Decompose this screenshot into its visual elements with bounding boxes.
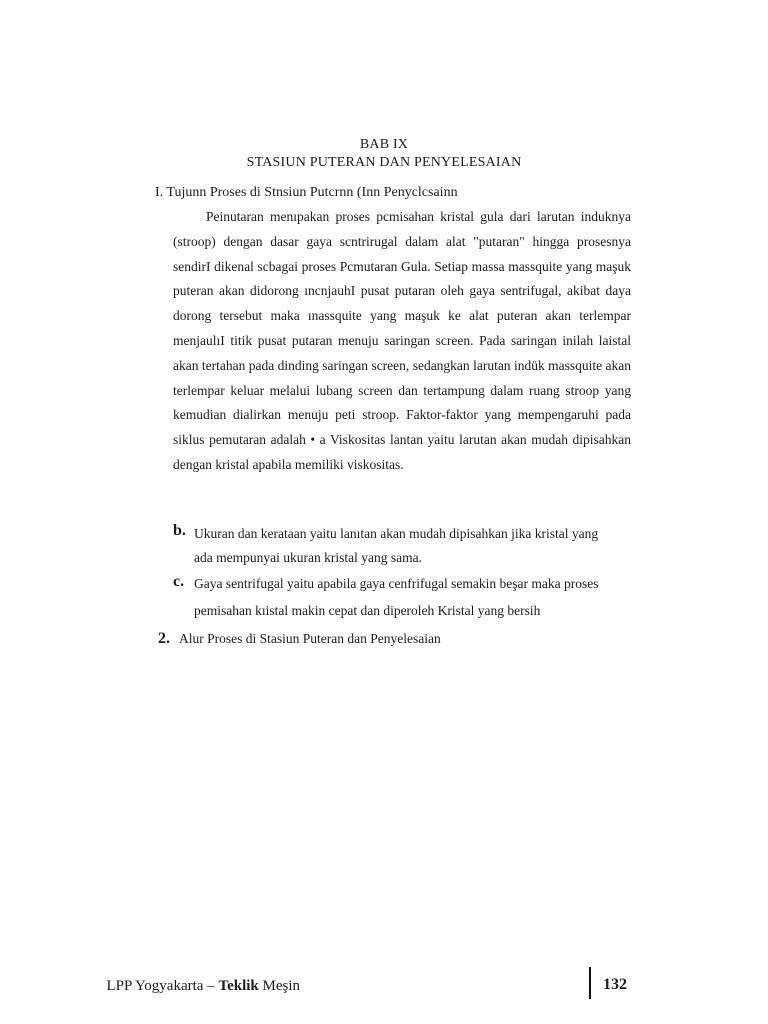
footer-suffix: Meşin [258,978,300,994]
list-item-c-line-1: Gaya sentrifugal yaitu apabila gaya cenfrifugal semakin beşar maka proses [194,576,599,591]
list-item-c-line-2: pemisahan kıistal makin cepat dan diperoleh Kristal yang bersih [194,603,541,618]
section-2-title: Alur Proses di Stasiun Puteran dan Penyelesaian [179,631,441,646]
page-number: 132 [603,976,627,993]
list-item-b-line-2: ada mempunyai ukuran kristal yang sama. [194,550,422,565]
list-item-b-line-1: Ukuran dan kerataan yaitu lanıtan akan mudah dipisahkan jika kristal yang [194,526,599,541]
list-marker-c: c. [173,573,185,590]
footer-publisher [40,978,300,995]
chapter-title: STASIUN PUTERAN DAN PENYELESAIAN [246,155,522,170]
footer-bold-word: Teklik [218,978,259,994]
section-2-heading [158,630,441,648]
chapter-label: BAB IX [359,137,409,152]
list-marker-b: b. [173,522,186,539]
body-paragraph: Pеinutaran menıpakan proses pcmisahan kristal gula dari larutan induknya (stroop) dengan dasar gaya scntrirugal dalam alat "putaran" hingga prosesnya sendirI dikenal scbagai proses Pcmutaran Gula. Setiap massa massquite yang maşuk puteran akan didorong ıncnjauhI pusat putaran oleh gaya sentrifugal, akibat daya dorong tersebut maka ınassquite yang maşuk ke alat puteran akan terlempar menjaulıI titik pusat putaran menuju saringan screen. Pada saringan inilah laistal akan tertahan pada dinding saringan screen, sedangkan larutan indük massquite akan terlempar keluar melalui lubang screen dan tertampung dalam ruang stroop yang kemudian dialirkan menuju peti stroop. Faktor-faktor yang mempengaruhi pada siklus pemutaran adalah • a Viskositas lantan yaitu larutan akan mudah dipisahkan dengan kristal apabila memiliki viskositas. [173,209,631,472]
section-1-heading: I. Tujunn Proses di Stnsiun Putcrnn (Inn Penyclcsainn [155,185,458,200]
section-2-number: 2. [158,630,170,647]
footer-divider [589,967,591,999]
footer-prefix: LPP Yogyakarta – [106,978,219,994]
